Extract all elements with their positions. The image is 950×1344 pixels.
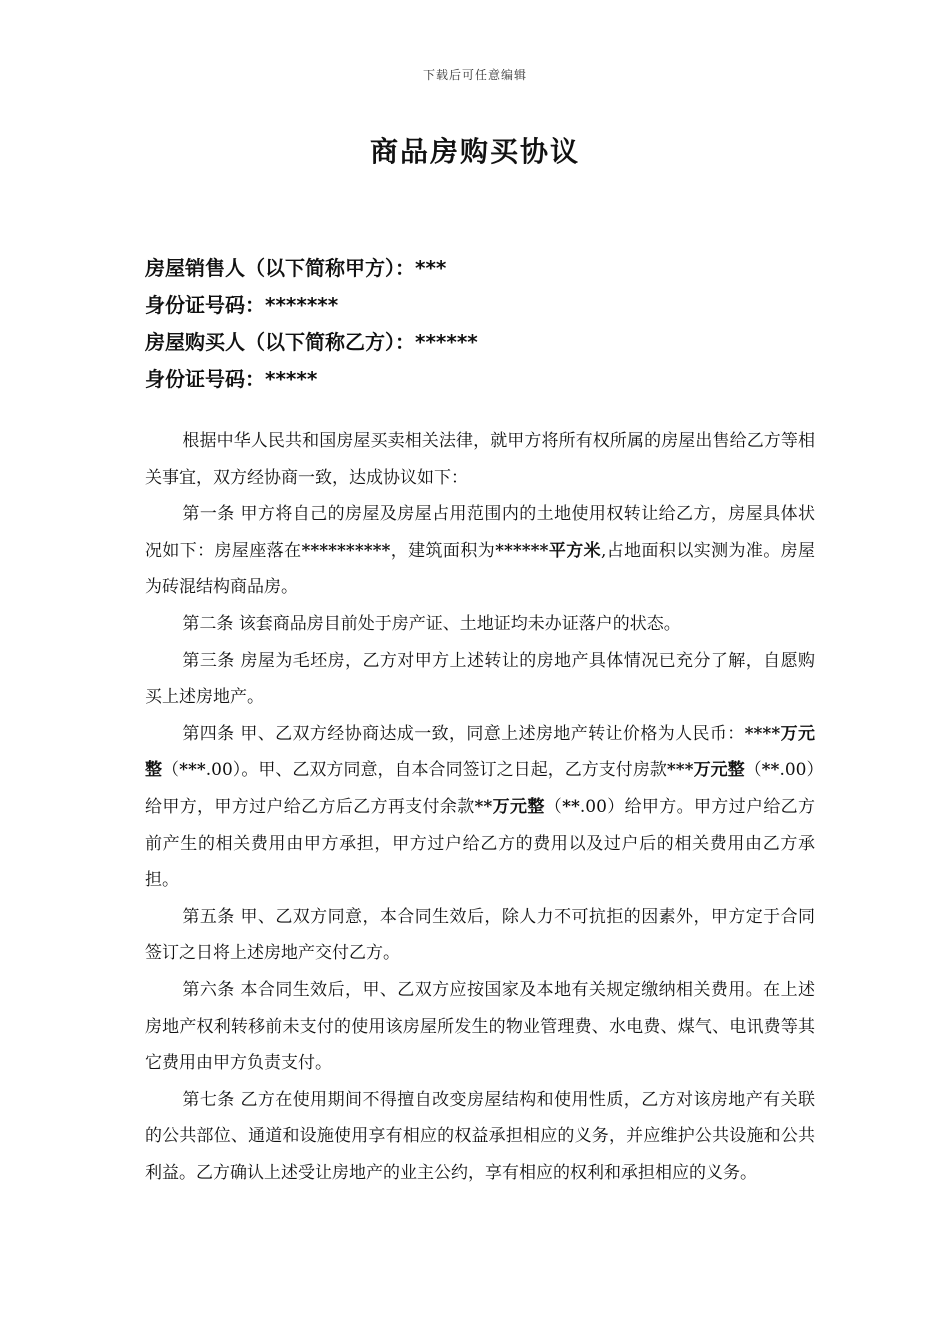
article-4-total-price: ****万元整 [145, 723, 815, 781]
parties-block [145, 250, 825, 398]
buyer-line [145, 324, 825, 361]
article-4-balance-payment: **万元整 [474, 796, 545, 817]
article-4-total-amount: *** [179, 760, 206, 781]
article-4-text-1: 第四条 甲、乙双方经协商达成一致，同意上述房地产转让价格为人民币： [182, 723, 745, 744]
buyer-id-value: ***** [265, 367, 318, 391]
article-7: 第七条 乙方在使用期间不得擅自改变房屋结构和使用性质，乙方对该房地产有关联的公共部位、通道和设施使用享有相应的权益承担相应的义务，并应维护公共设施和公共利益。乙方确认上述受让房地产的业主公约，享有相应的权利和承担相应的义务。 [145, 1089, 815, 1183]
article-1-text-3: ,占地面积以实测为准。房屋为砖混结构商品房。 [145, 540, 816, 598]
article-6: 第六条 本合同生效后，甲、乙双方应按国家及本地有关规定缴纳相关费用。在上述房地产权利转移前未支付的使用该房屋所发生的物业管理费、水电费、煤气、电讯费等其它费用由甲方负责支付。 [145, 979, 815, 1074]
article-3: 第三条 房屋为毛坯房，乙方对甲方上述转让的房地产具体情况已充分了解，自愿购买上述房地产。 [145, 650, 815, 708]
buyer-id-label: 身份证号码： [145, 367, 265, 391]
header-note: 下载后可任意编辑 [422, 68, 527, 82]
seller-id-line [145, 287, 825, 324]
article-4-first-amount: ** [761, 760, 780, 781]
article-4-text-4: （ [744, 760, 762, 781]
buyer-id-line [145, 361, 825, 398]
article-1-text-2: ，建筑面积为 [390, 540, 496, 561]
buyer-value: ****** [415, 330, 478, 354]
document-title: 商品房购买协议 [369, 135, 580, 168]
article-5: 第五条 甲、乙双方同意，本合同生效后，除人力不可抗拒的因素外，甲方定于合同签订之日将上述房地产交付乙方。 [145, 906, 815, 964]
intro-paragraph: 根据中华人民共和国房屋买卖相关法律，就甲方将所有权所属的房屋出售给乙方等相关事宜，双方经协商一致，达成协议如下： [145, 431, 815, 488]
seller-id-value: ******* [265, 293, 339, 317]
seller-value: *** [415, 256, 447, 280]
article-1 [145, 496, 815, 606]
article-1-area: ******平方米 [495, 540, 601, 561]
article-2: 第二条 该套商品房目前处于房产证、土地证均未办证落户的状态。 [182, 613, 681, 634]
seller-id-label: 身份证号码： [145, 293, 265, 317]
agreement-body [145, 423, 815, 1191]
article-1-text-1: 第一条 甲方将自己的房屋及房屋占用范围内的土地使用权转让给乙方，房屋具体状况如下：房屋座落在 [145, 504, 815, 561]
article-4-text-5: .00）给甲方，甲方过户给乙方后乙方再支付余款 [145, 760, 816, 817]
article-4-first-payment: ***万元整 [666, 760, 745, 781]
article-4-text-3: .00）。甲、乙双方同意，自本合同签订之日起，乙方支付房款 [205, 760, 667, 781]
article-1-location: ********** [301, 540, 391, 561]
seller-label: 房屋销售人（以下简称甲方）： [145, 256, 415, 280]
article-4-text-2: （ [162, 760, 180, 781]
article-4-balance-amount: ** [562, 796, 580, 817]
article-4-text-6: （ [544, 796, 563, 817]
article-4 [145, 716, 815, 899]
seller-line [145, 250, 825, 287]
buyer-label: 房屋购买人（以下简称乙方）： [145, 330, 415, 354]
article-4-text-7: .00）给甲方。甲方过户给乙方前产生的相关费用由甲方承担，甲方过户给乙方的费用以及过户后的相关费用由乙方承担。 [145, 796, 816, 891]
